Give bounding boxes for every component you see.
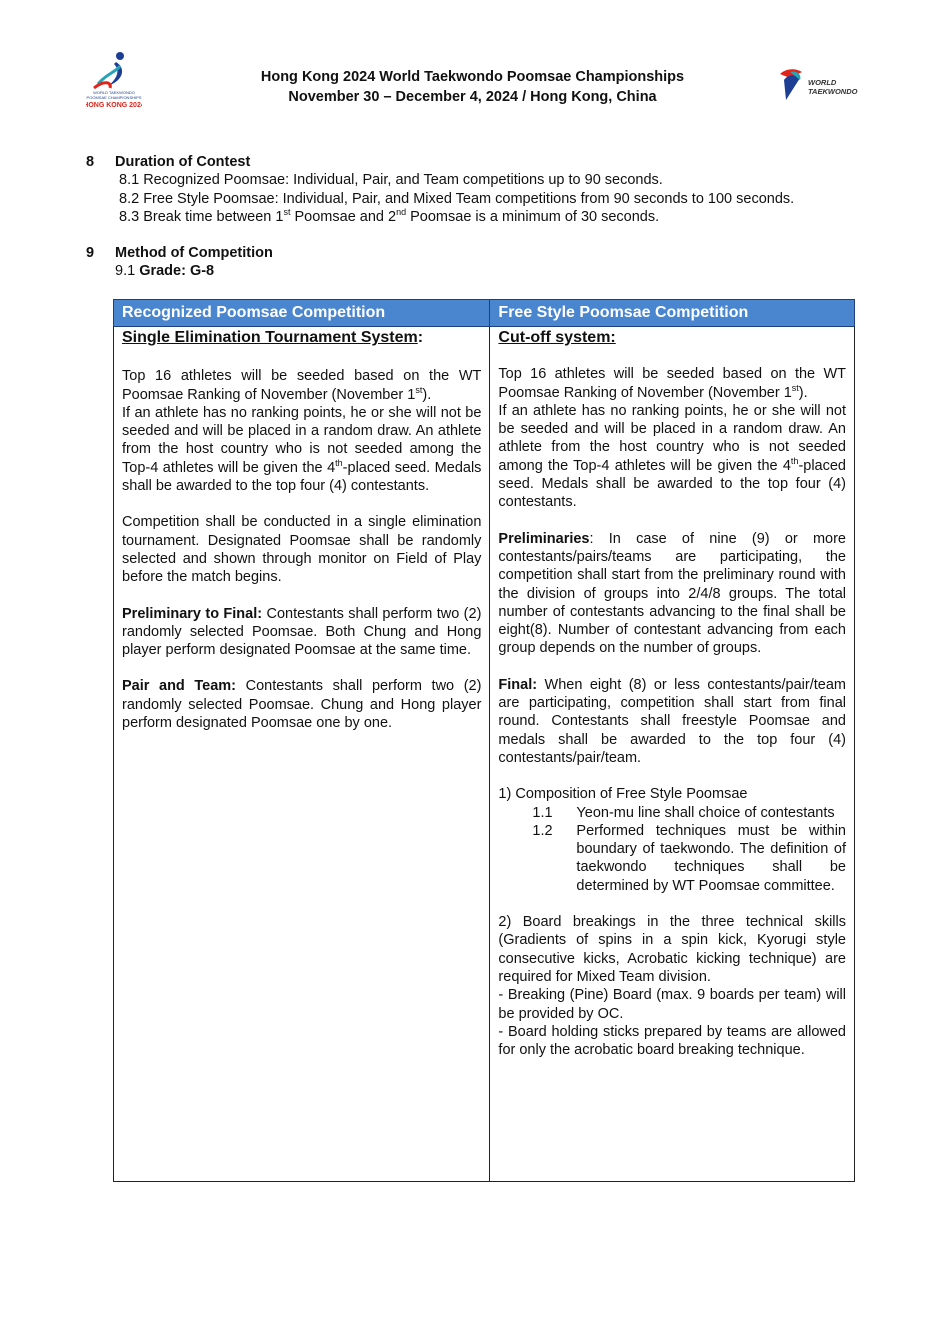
recognized-heading: Recognized Poomsae Competition bbox=[114, 300, 490, 327]
item-8-1: 8.1 Recognized Poomsae: Individual, Pair, and Team competitions up to 90 seconds. bbox=[119, 172, 663, 188]
item-8-3: 8.3 Break time between 1st Poomsae and 2nd Poomsae is a minimum of 30 seconds. bbox=[119, 207, 660, 225]
composition-item: 1.1 Yeon-mu line shall choice of contestants bbox=[532, 804, 835, 821]
freestyle-final-text: Final: When eight (8) or less contestants/pair/team are participating, competition shall start from final round. Contestants shall freestyle Poomsae and medals shall be awarded to the top four (4) contestants/pair/team. bbox=[498, 676, 846, 766]
svg-text:POOMSAE CHAMPIONSHIPS: POOMSAE CHAMPIONSHIPS bbox=[86, 95, 142, 100]
competition-table bbox=[113, 299, 855, 1182]
freestyle-preliminaries-text: Preliminaries: In case of nine (9) or more contestants/pairs/teams are participating, the competition shall start from the preliminary round with the division of groups into 2/4/8 groups. The total number of contestants advancing to the final shall be eight(8). Number of contestant advancing from each group depends on the number of groups. bbox=[498, 530, 846, 657]
document-header bbox=[200, 67, 745, 107]
svg-text:WORLD: WORLD bbox=[808, 78, 837, 87]
section-number: 9 bbox=[86, 245, 95, 261]
freestyle-system-title: Cut-off system: bbox=[498, 329, 616, 346]
composition-item: 1.2 Performed techniques must be within boundary of taekwondo. The definition of taekwondo techniques shall be determined by WT Poomsae committee. bbox=[532, 822, 846, 894]
board-sticks-text: - Board holding sticks prepared by teams are allowed for only the acrobatic board breaking technique. bbox=[498, 1023, 846, 1059]
board-breaking-text: 2) Board breakings in the three technical skills (Gradients of spins in a spin kick, Kyorugi style consecutive kicks, Acrobatic kicking technique) are required for Mixed Team division. bbox=[498, 914, 846, 985]
recognized-ranking-text: If an athlete has no ranking points, he or she will not be seeded and will be placed in a random draw. An athlete from the host country who is not seeded among the Top-4 athletes will be given the 4th-placed seed. Medals shall be awarded to the top four (4) contestants. bbox=[122, 404, 482, 495]
recognized-prelim-final-text: Preliminary to Final: Contestants shall perform two (2) randomly selected Poomsae. Both Chung and Hong player perform designated Poomsae at the same time. bbox=[122, 605, 482, 659]
section-number: 8 bbox=[86, 154, 95, 170]
grade-value: Grade: G-8 bbox=[139, 263, 215, 279]
world-taekwondo-logo bbox=[778, 66, 868, 104]
item-8-2: 8.2 Free Style Poomsae: Individual, Pair, and Mixed Team competitions from 90 seconds to 100 seconds. bbox=[119, 191, 795, 207]
championship-logo bbox=[86, 50, 142, 110]
svg-text:TAEKWONDO: TAEKWONDO bbox=[808, 87, 858, 96]
freestyle-heading: Free Style Poomsae Competition bbox=[490, 300, 855, 327]
section-title: Duration of Contest bbox=[115, 154, 251, 170]
freestyle-ranking-text: If an athlete has no ranking points, he or she will not be seeded and will be placed in a random draw. An athlete from the host country who is not seeded among the Top-4 athletes will be given the 4th-placed seed. Medals shall be awarded to the top four (4) contestants. bbox=[498, 402, 846, 511]
recognized-seeding-text: Top 16 athletes will be seeded based on the WT Poomsae Ranking of November (November 1st). bbox=[122, 368, 482, 403]
recognized-elimination-text: Competition shall be conducted in a single elimination tournament. Designated Poomsae shall be randomly selected and shown through monitor on Field of Play before the match begins. bbox=[122, 514, 482, 586]
svg-text:HONG KONG 2024: HONG KONG 2024 bbox=[86, 102, 142, 109]
composition-title: 1) Composition of Free Style Poomsae bbox=[498, 786, 748, 803]
section-title: Method of Competition bbox=[115, 245, 273, 261]
svg-text:WORLD TAEKWONDO: WORLD TAEKWONDO bbox=[93, 90, 135, 95]
recognized-system-title: Single Elimination Tournament System: bbox=[122, 329, 424, 346]
board-provided-text: - Breaking (Pine) Board (max. 9 boards per team) will be provided by OC. bbox=[498, 987, 846, 1022]
recognized-pair-team-text: Pair and Team: Contestants shall perform two (2) randomly selected Poomsae. Chung and Hong player perform designated Poomsae one by one. bbox=[122, 678, 482, 732]
header-date-location: November 30 – December 4, 2024 / Hong Kong, China bbox=[288, 89, 657, 105]
grade-line: 9.1 Grade: G-8 bbox=[115, 263, 215, 279]
freestyle-seeding-text: Top 16 athletes will be seeded based on the WT Poomsae Ranking of November (November 1st). bbox=[498, 366, 846, 401]
recognized-cell bbox=[114, 327, 490, 1182]
freestyle-cell bbox=[490, 327, 855, 1182]
header-title: Hong Kong 2024 World Taekwondo Poomsae Championships bbox=[260, 69, 685, 85]
